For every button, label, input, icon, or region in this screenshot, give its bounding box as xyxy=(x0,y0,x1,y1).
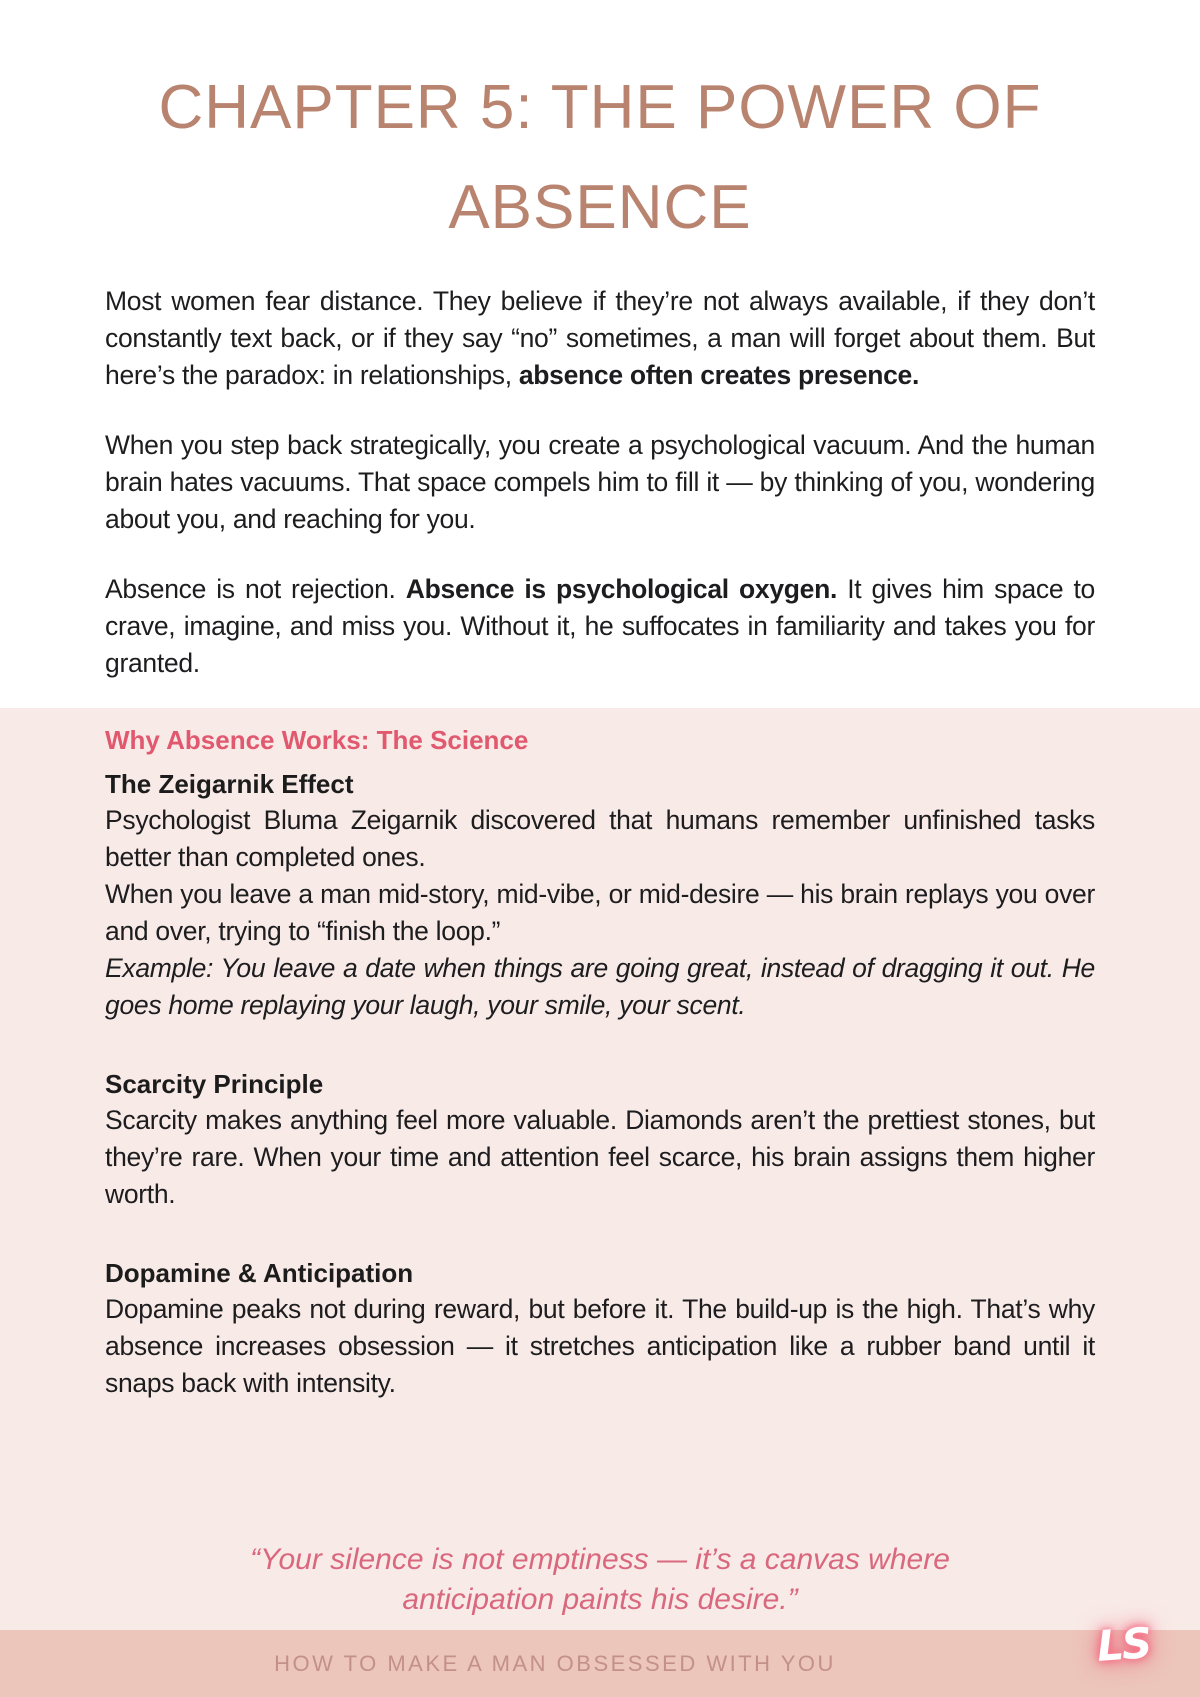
zeigarnik-example: Example: You leave a date when things are going great, instead of dragging it out. He goes home replaying your laugh, your smile, your scent. xyxy=(105,952,1095,1020)
paragraph-text: It gives him space to crave, imagine, and miss you. Without it, he suffocates in familiarity and takes you for granted. xyxy=(105,573,1095,678)
paragraph-text: When you step back strategically, you create a psychological vacuum. And the human brain hates vacuums. That space compels him to fill it — by thinking of you, wondering about you, and reaching for you. xyxy=(105,429,1095,534)
science-section-heading: Why Absence Works: The Science xyxy=(105,724,529,755)
brand-logo: LS xyxy=(1095,1618,1152,1671)
zeigarnik-paragraph-2: When you leave a man mid-story, mid-vibe, or mid-desire — his brain replays you over and over, trying to “finish the loop.” xyxy=(105,878,1095,946)
paragraph-bold-text: absence often creates presence. xyxy=(518,359,920,390)
chapter-title-line2: ABSENCE xyxy=(448,173,752,243)
scarcity-paragraph: Scarcity makes anything feel more valuable. Diamonds aren’t the prettiest stones, but they’re rare. When your time and attention feel scarce, his brain assigns them higher worth. xyxy=(105,1104,1095,1209)
dopamine-paragraph: Dopamine peaks not during reward, but before it. The build-up is the high. That’s why absence increases obsession — it stretches anticipation like a rubber band until it snaps back with intensity. xyxy=(105,1293,1095,1398)
scarcity-subheading: Scarcity Principle xyxy=(105,1068,324,1099)
intro-paragraphs xyxy=(0,283,1200,682)
footer-bar xyxy=(0,1630,1200,1697)
paragraph-text: Most women fear distance. They believe if they’re not always available, if they don’t constantly text back, or if they say “no” sometimes, a man will forget about them. But here’s the paradox: in relationships, xyxy=(105,285,1095,390)
zeigarnik-block xyxy=(105,766,1095,1024)
paragraph-bold-text: Absence is psychological oxygen. xyxy=(405,573,838,604)
intro-paragraph-1 xyxy=(105,283,1095,394)
chapter-quote: “Your silence is not emptiness — it’s a canvas where anticipation paints his desire.” xyxy=(250,1543,950,1616)
chapter-title-line1: CHAPTER 5: THE POWER OF xyxy=(158,73,1042,142)
intro-paragraph-2 xyxy=(105,427,1095,538)
zeigarnik-subheading: The Zeigarnik Effect xyxy=(105,768,354,799)
book-title: HOW TO MAKE A MAN OBSESSED WITH YOU xyxy=(274,1650,836,1676)
scarcity-block xyxy=(105,1066,1095,1213)
chapter-title xyxy=(80,58,1120,259)
zeigarnik-paragraph-1: Psychologist Bluma Zeigarnik discovered that humans remember unfinished tasks better than completed ones. xyxy=(105,804,1095,872)
science-section xyxy=(0,708,1200,1630)
dopamine-subheading: Dopamine & Anticipation xyxy=(105,1257,414,1288)
dopamine-block xyxy=(105,1255,1095,1402)
intro-paragraph-3 xyxy=(105,571,1095,682)
paragraph-text: Absence is not rejection. xyxy=(105,573,406,604)
